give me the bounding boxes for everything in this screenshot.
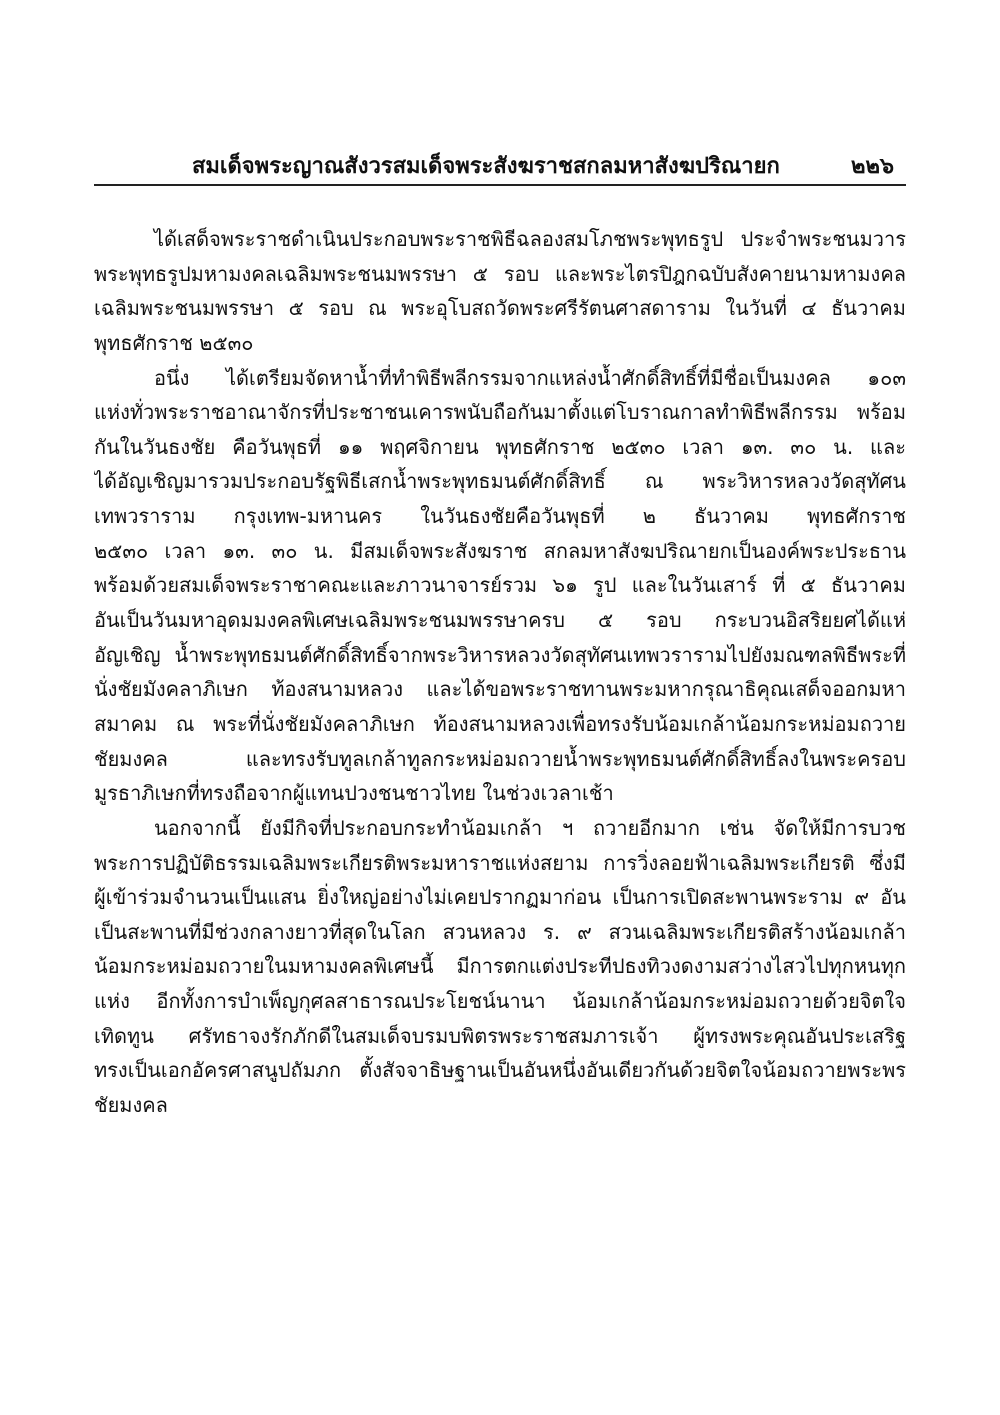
text-line: เทิดทูน ศรัทธาจงรักภักดีในสมเด็จบรมบพิตรพระราชสมภารเจ้า ผู้ทรงพระคุณอันประเสริฐ — [94, 1023, 906, 1048]
text-line: เป็นสะพานที่มีช่วงกลางยาวที่สุดในโลก สวนหลวง ร. ๙ สวนเฉลิมพระเกียรติสร้างน้อมเกล้า — [94, 919, 906, 944]
text-line: พร้อมด้วยสมเด็จพระราชาคณะและภาวนาจารย์รวม ๖๑ รูป และในวันเสาร์ ที่ ๕ ธันวาคม — [94, 573, 906, 598]
text-line: น้อมกระหม่อมถวายในมหามงคลพิเศษนี้ มีการตกแต่งประทีปธงทิวงดงามสว่างไสวไปทุกหนทุก — [94, 954, 906, 979]
text-line: ผู้เข้าร่วมจำนวนเป็นแสน ยิ่งใหญ่อย่างไม่เคยปรากฏมาก่อน เป็นการเปิดสะพานพระราม ๙ อัน — [94, 885, 906, 910]
page-header — [94, 148, 906, 186]
text-line: ได้อัญเชิญมารวมประกอบรัฐพิธีเสกน้ำพระพุทธมนต์ศักดิ์สิทธิ์ ณ พระวิหารหลวงวัดสุทัศน — [94, 469, 906, 494]
text-line: อันเป็นวันมหาอุดมมงคลพิเศษเฉลิมพระชนมพรรษาครบ ๕ รอบ กระบวนอิสริยยศได้แห่ — [94, 608, 906, 633]
text-line: มูรธาภิเษกที่ทรงถือจากผู้แทนปวงชนชาวไทย ในช่วงเวลาเช้า — [94, 781, 614, 806]
text-line: สมาคม ณ พระที่นั่งชัยมังคลาภิเษก ท้องสนามหลวงเพื่อทรงรับน้อมเกล้าน้อมกระหม่อมถวาย — [94, 711, 906, 736]
text-line: ได้เสด็จพระราชดำเนินประกอบพระราชพิธีฉลองสมโภชพระพุทธรูป ประจำพระชนมวาร — [154, 227, 906, 251]
body-text — [94, 222, 906, 1123]
text-line: พระการปฏิบัติธรรมเฉลิมพระเกียรติพระมหาราชแห่งสยาม การวิ่งลอยฟ้าเฉลิมพระเกียรติ ซึ่งมี — [94, 850, 906, 875]
text-line: อนึ่ง ได้เตรียมจัดหาน้ำที่ทำพิธีพลีกรรมจากแหล่งน้ำศักดิ์สิทธิ์ที่มีชื่อเป็นมงคล ๑๐๓ — [154, 365, 906, 390]
text-line: เฉลิมพระชนมพรรษา ๕ รอบ ณ พระอุโบสถวัดพระศรีรัตนศาสดาราม ในวันที่ ๔ ธันวาคม — [94, 296, 906, 321]
text-line: นั่งชัยมังคลาภิเษก ท้องสนามหลวง และได้ขอพระราชทานพระมหากรุณาธิคุณเสด็จออกมหา — [94, 677, 906, 702]
text-line: แห่งทั่วพระราชอาณาจักรที่ประชาชนเคารพนับถือกันมาตั้งแต่โบราณกาลทำพิธีพลีกรรม พร้อม — [94, 400, 906, 425]
page-number: ๒๒๖ — [851, 154, 894, 179]
text-line: นอกจากนี้ ยังมีกิจที่ประกอบกระทำน้อมเกล้า ฯ ถวายอีกมาก เช่น จัดให้มีการบวช — [154, 815, 906, 840]
text-line: กันในวันธงชัย คือวันพุธที่ ๑๑ พฤศจิกายน พุทธศักราช ๒๕๓๐ เวลา ๑๓. ๓๐ น. และ — [94, 434, 906, 459]
text-line: เทพวราราม กรุงเทพ-มหานคร ในวันธงชัยคือวันพุธที่ ๒ ธันวาคม พุทธศักราช — [94, 504, 906, 529]
text-line: ชัยมงคล — [94, 1093, 168, 1118]
text-line: แห่ง อีกทั้งการบำเพ็ญกุศลสาธารณประโยชน์นานา น้อมเกล้าน้อมกระหม่อมถวายด้วยจิตใจ — [94, 989, 906, 1014]
text-line: อัญเชิญ น้ำพระพุทธมนต์ศักดิ์สิทธิ์จากพระวิหารหลวงวัดสุทัศนเทพวรารามไปยังมณฑลพิธีพระที่ — [94, 642, 906, 667]
text-line: ทรงเป็นเอกอัครศาสนูปถัมภก ตั้งสัจจาธิษฐานเป็นอันหนึ่งอันเดียวกันด้วยจิตใจน้อมถวายพระพร — [94, 1058, 906, 1083]
header-title: สมเด็จพระญาณสังวรสมเด็จพระสังฆราชสกลมหาสังฆปริณายก — [192, 154, 780, 179]
text-line: พุทธศักราช ๒๕๓๐ — [94, 330, 254, 355]
text-line: ชัยมงคล และทรงรับทูลเกล้าทูลกระหม่อมถวายน้ำพระพุทธมนต์ศักดิ์สิทธิ์ลงในพระครอบ — [94, 746, 906, 771]
text-line: พระพุทธรูปมหามงคลเฉลิมพระชนมพรรษา ๕ รอบ และพระไตรปิฎกฉบับสังคายนามหามงคล — [94, 261, 906, 286]
text-line: ๒๕๓๐ เวลา ๑๓. ๓๐ น. มีสมเด็จพระสังฆราช สกลมหาสังฆปริณายกเป็นองค์พระประธาน — [94, 538, 906, 563]
